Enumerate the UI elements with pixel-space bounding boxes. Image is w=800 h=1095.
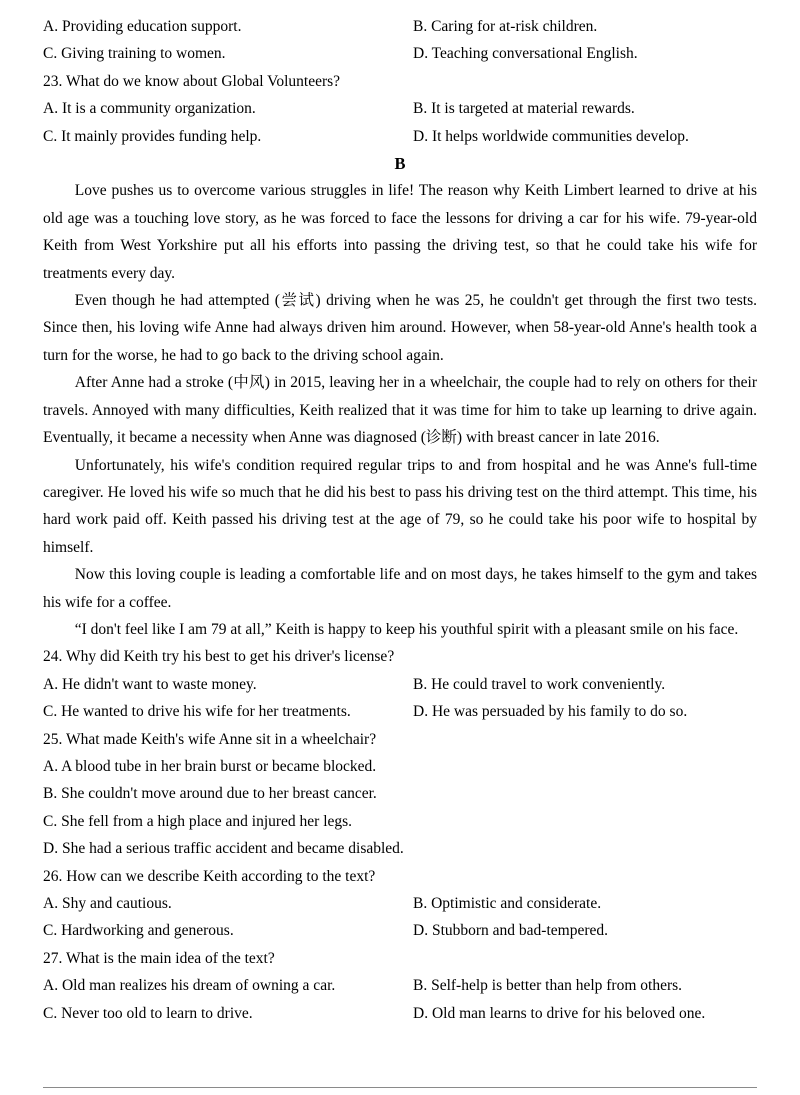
question-24-text: 24. Why did Keith try his best to get his driver's license? <box>43 648 395 666</box>
q25-option-b: B. She couldn't move around due to her breast cancer. <box>43 785 377 803</box>
q26-option-c: C. Hardworking and generous. <box>43 922 234 940</box>
q25-option-c: C. She fell from a high place and injured her legs. <box>43 812 353 830</box>
passage-paragraph-3: After Anne had a stroke (中风) in 2015, leaving her in a wheelchair, the couple had to rely on others for their travels. Annoyed with many difficulties, Keith realized that it was time for him to take up learning to drive again. Eventually, it became a necessity when Anne was diagnosed (诊断) with breast cancer in late 2016. <box>43 374 757 447</box>
passage-paragraph-6: “I don't feel like I am 79 at all,” Keith is happy to keep his youthful spirit with a pleasant smile on his face. <box>74 620 739 638</box>
passage-paragraph-4: Unfortunately, his wife's condition required regular trips to and from hospital and he was Anne's full-time caregiver. He loved his wife so much that he did his best to pass his driving test on the third attempt. This time, his hard work paid off. Keith passed his driving test at the age of 79, so he could take his poor wife to hospital by himself. <box>43 456 757 556</box>
q22-options-row-2 <box>43 40 757 67</box>
q22-option-a: A. Providing education support. <box>43 18 242 35</box>
question-27-text: 27. What is the main idea of the text? <box>43 949 275 967</box>
q22-option-d: D. Teaching conversational English. <box>413 45 638 63</box>
q22-option-c: C. Giving training to women. <box>43 45 226 63</box>
question-23-text: 23. What do we know about Global Volunteers? <box>43 72 341 90</box>
section-b-label: B <box>394 154 406 174</box>
passage-paragraph-5: Now this loving couple is leading a comfortable life and on most days, he takes himself to the gym and takes his wife for a coffee. <box>43 566 757 611</box>
q23-options-row-1 <box>43 95 757 122</box>
q24-option-b: B. He could travel to work conveniently. <box>413 675 666 693</box>
q23-options-row-2 <box>43 123 757 150</box>
q23-option-d: D. It helps worldwide communities develop. <box>413 127 689 145</box>
q24-option-a: A. He didn't want to waste money. <box>43 675 257 693</box>
q25-option-d: D. She had a serious traffic accident and became disabled. <box>43 840 404 858</box>
q27-options-row-2 <box>43 1000 757 1027</box>
q27-option-c: C. Never too old to learn to drive. <box>43 1004 253 1022</box>
q24-option-c: C. He wanted to drive his wife for her treatments. <box>43 703 351 721</box>
q27-option-d: D. Old man learns to drive for his beloved one. <box>413 1004 706 1022</box>
q27-options-row-1 <box>43 972 757 999</box>
page-bottom-rule <box>43 1087 757 1088</box>
q23-option-a: A. It is a community organization. <box>43 100 256 118</box>
q25-option-a: A. A blood tube in her brain burst or became blocked. <box>43 757 377 775</box>
passage-paragraph-1: Love pushes us to overcome various struggles in life! The reason why Keith Limbert learned to drive at his old age was a touching love story, as he was forced to face the lessons for driving a car for his wife. 79-year-old Keith from West Yorkshire put all his efforts into passing the driving test, so that he could take his wife for treatments every day. <box>43 182 757 282</box>
q26-option-a: A. Shy and cautious. <box>43 895 172 912</box>
q24-options-row-2 <box>43 698 757 725</box>
q22-options-row-1 <box>43 13 757 40</box>
q24-options-row-1 <box>43 671 757 698</box>
question-26-text: 26. How can we describe Keith according to the text? <box>43 867 376 885</box>
q22-option-b: B. Caring for at-risk children. <box>413 18 598 35</box>
q23-option-c: C. It mainly provides funding help. <box>43 127 262 145</box>
question-25-text: 25. What made Keith's wife Anne sit in a wheelchair? <box>43 730 377 748</box>
q24-option-d: D. He was persuaded by his family to do so. <box>413 703 688 721</box>
q26-options-row-2 <box>43 917 757 944</box>
q27-option-b: B. Self-help is better than help from others. <box>413 977 683 995</box>
q26-option-b: B. Optimistic and considerate. <box>413 895 602 912</box>
q26-options-row-1 <box>43 890 757 917</box>
q23-option-b: B. It is targeted at material rewards. <box>413 100 635 118</box>
passage-paragraph-2: Even though he had attempted (尝试) driving when he was 25, he couldn't get through the first two tests. Since then, his loving wife Anne had always driven him around. However, when 58-year-old Anne's health took a turn for the worse, he had to go back to the driving school again. <box>43 292 757 364</box>
q27-option-a: A. Old man realizes his dream of owning a car. <box>43 977 336 995</box>
q26-option-d: D. Stubborn and bad-tempered. <box>413 922 608 940</box>
